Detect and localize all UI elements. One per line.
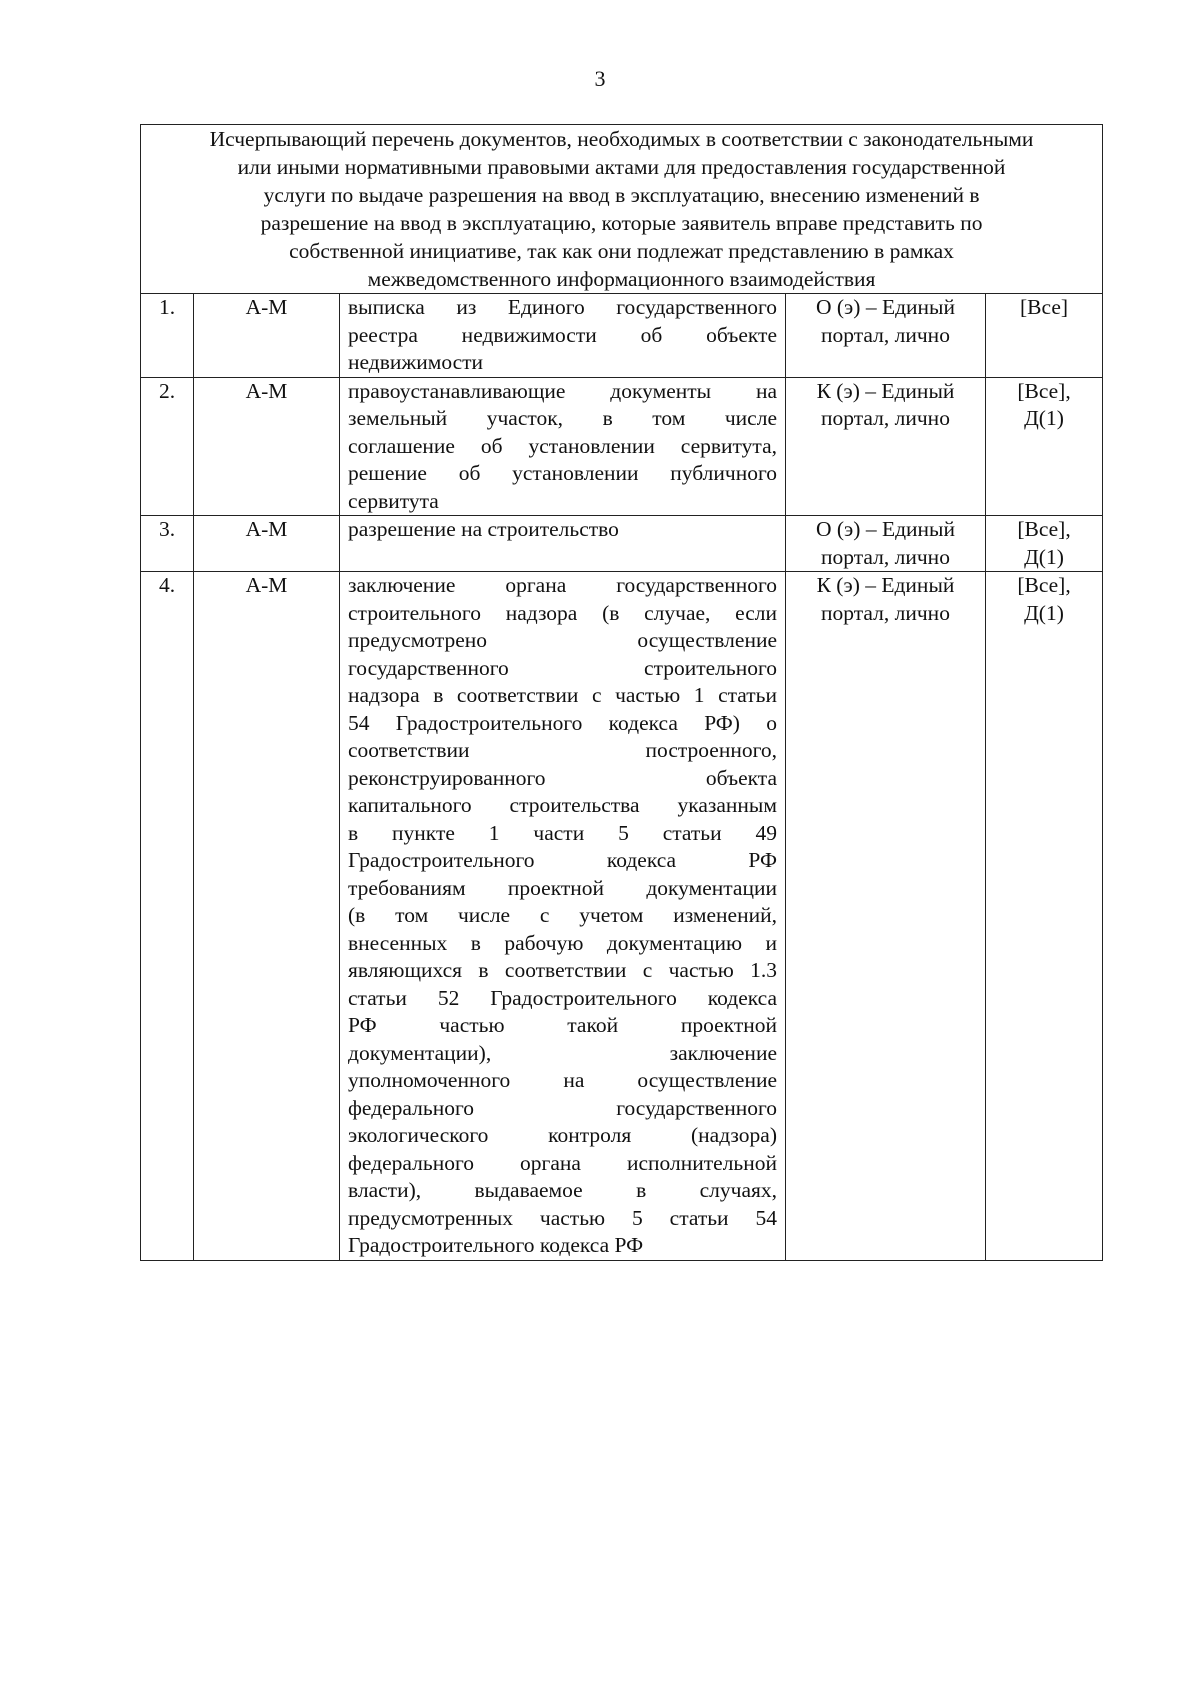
table-header-row <box>141 125 1103 294</box>
description-line: (в том числе с учетом изменений, <box>348 903 777 927</box>
applicant-line: [Все], <box>1017 573 1071 597</box>
description-line: предусмотренных частью 5 статьи 54 <box>348 1205 777 1230</box>
description-line: внесенных в рабочую документацию и <box>348 930 777 955</box>
row-number: 3. <box>141 516 194 572</box>
form-line: К (э) – Единый <box>816 378 955 403</box>
form-line: портал, лично <box>821 600 950 625</box>
description-line: правоустанавливающие документы на <box>348 378 777 403</box>
description-line: экологического контроля (надзора) <box>348 1123 777 1147</box>
description-line: уполномоченного на осуществление <box>348 1068 777 1092</box>
form-line: О (э) – Единый <box>816 517 955 541</box>
title-line: собственной инициативе, так как они подлежат представлению в рамках <box>289 239 954 263</box>
description-line: разрешение на строительство <box>348 517 619 541</box>
table-row <box>141 377 1103 516</box>
title-line: услуги по выдаче разрешения на ввод в эксплуатацию, внесению изменений в <box>263 183 980 207</box>
description-line: решение об установлении публичного <box>348 461 777 485</box>
description-line: надзора в соответствии с частью 1 статьи <box>348 683 777 707</box>
description-line: документации), заключение <box>348 1040 777 1065</box>
row-number: 4. <box>141 572 194 1261</box>
description-line: Градостроительного кодекса РФ <box>348 848 777 872</box>
description-line: требованиям проектной документации <box>348 875 777 900</box>
row-submission-form <box>786 294 986 378</box>
description-line: в пункте 1 части 5 статьи 49 <box>348 820 777 845</box>
row-code: А-М <box>194 294 340 378</box>
description-line: соответствии построенного, <box>348 738 777 762</box>
row-description <box>340 294 786 378</box>
description-line: сервитута <box>348 488 439 513</box>
description-line: федерального органа исполнительной <box>348 1150 777 1175</box>
description-line: соглашение об установлении сервитута, <box>348 433 777 458</box>
row-description <box>340 572 786 1261</box>
row-applicants <box>986 294 1103 378</box>
description-line: капитального строительства указанным <box>348 793 777 817</box>
applicant-line: Д(1) <box>1024 600 1064 625</box>
form-line: О (э) – Единый <box>816 295 955 319</box>
applicant-line: [Все] <box>1020 295 1069 319</box>
row-submission-form <box>786 516 986 572</box>
description-line: реестра недвижимости об объекте <box>348 322 777 347</box>
table-row <box>141 516 1103 572</box>
title-line: или иными нормативными правовыми актами для предоставления государственной <box>237 155 1006 179</box>
description-line: Градостроительного кодекса РФ <box>348 1233 644 1257</box>
row-code: А-М <box>194 572 340 1261</box>
title-line: разрешение на ввод в эксплуатацию, которые заявитель вправе представить по <box>260 211 983 235</box>
row-applicants <box>986 572 1103 1261</box>
applicant-line: [Все], <box>1017 517 1071 541</box>
description-line: федерального государственного <box>348 1095 777 1120</box>
row-description <box>340 516 786 572</box>
form-line: портал, лично <box>821 544 950 569</box>
applicant-line: Д(1) <box>1024 544 1064 569</box>
applicant-line: Д(1) <box>1024 406 1064 430</box>
row-code: А-М <box>194 377 340 516</box>
description-line: являющихся в соответствии с частью 1.3 <box>348 958 777 982</box>
description-line: государственного строительного <box>348 655 777 680</box>
form-line: портал, лично <box>821 406 950 430</box>
row-applicants <box>986 516 1103 572</box>
row-code: А-М <box>194 516 340 572</box>
description-line: предусмотрено осуществление <box>348 628 777 652</box>
description-line: власти), выдаваемое в случаях, <box>348 1178 777 1202</box>
documents-table <box>140 124 1103 1261</box>
description-line: недвижимости <box>348 350 484 374</box>
description-line: РФ частью такой проектной <box>348 1013 777 1037</box>
applicant-line: [Все], <box>1017 378 1071 403</box>
row-applicants <box>986 377 1103 516</box>
page-number: 3 <box>594 66 606 91</box>
table-row <box>141 294 1103 378</box>
description-line: заключение органа государственного <box>348 573 777 597</box>
description-line: реконструированного объекта <box>348 765 777 790</box>
description-line: строительного надзора (в случае, если <box>348 600 777 625</box>
row-number: 2. <box>141 377 194 516</box>
form-line: К (э) – Единый <box>816 573 955 597</box>
description-line: земельный участок, в том числе <box>348 406 777 430</box>
row-number: 1. <box>141 294 194 378</box>
table-row <box>141 572 1103 1261</box>
row-submission-form <box>786 377 986 516</box>
title-line: Исчерпывающий перечень документов, необходимых в соответствии с законодательными <box>209 127 1034 151</box>
title-line: межведомственного информационного взаимодействия <box>367 267 876 291</box>
table-title <box>141 125 1103 294</box>
description-line: выписка из Единого государственного <box>348 295 777 319</box>
description-line: статьи 52 Градостроительного кодекса <box>348 985 777 1010</box>
description-line: 54 Градостроительного кодекса РФ) о <box>348 710 777 735</box>
row-description <box>340 377 786 516</box>
form-line: портал, лично <box>821 322 950 347</box>
row-submission-form <box>786 572 986 1261</box>
